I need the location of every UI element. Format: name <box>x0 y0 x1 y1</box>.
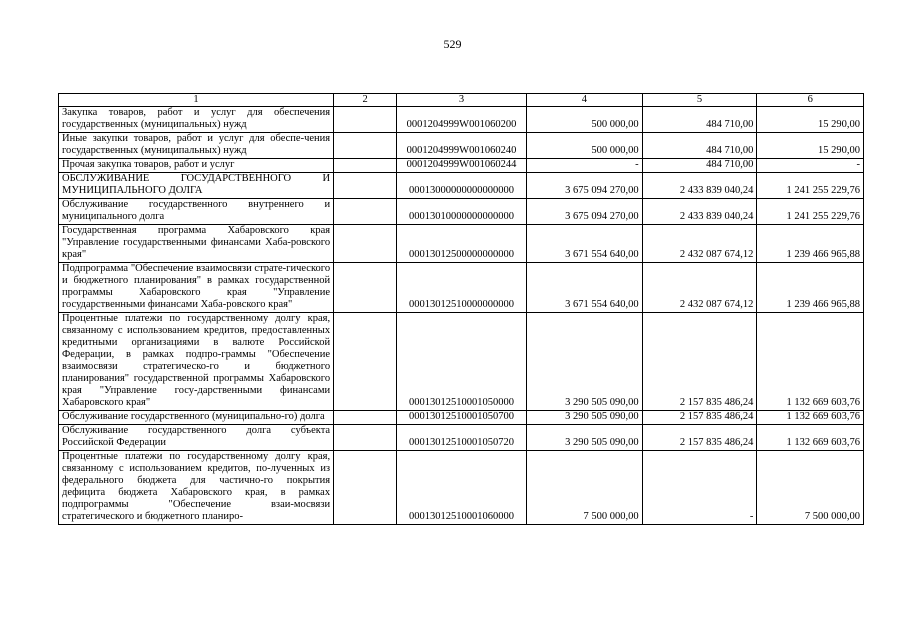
table-row <box>59 107 864 133</box>
row-column-2-cell <box>334 313 397 411</box>
table-header-row <box>59 94 864 107</box>
table-row <box>59 313 864 411</box>
row-column-5-cell: 484 710,00 <box>642 133 757 159</box>
row-column-6-cell: 7 500 000,00 <box>757 451 864 525</box>
header-cell: 1 <box>59 94 334 107</box>
row-column-2-cell <box>334 225 397 263</box>
row-column-5-cell: 2 433 839 040,24 <box>642 199 757 225</box>
row-column-6-cell: 1 239 466 965,88 <box>757 263 864 313</box>
row-code-cell: 00013010000000000000 <box>397 199 527 225</box>
row-column-4-cell: 3 671 554 640,00 <box>526 225 642 263</box>
row-code-cell: 0001204999W001060244 <box>397 159 527 173</box>
table-row <box>59 225 864 263</box>
row-name-cell: Обслуживание государственного (муниципально-го) долга <box>59 411 334 425</box>
row-code-cell: 00013012510001050000 <box>397 313 527 411</box>
row-code-cell: 00013012500000000000 <box>397 225 527 263</box>
row-column-5-cell: 2 157 835 486,24 <box>642 425 757 451</box>
row-code-cell: 0001204999W001060240 <box>397 133 527 159</box>
row-column-4-cell: 3 290 505 090,00 <box>526 313 642 411</box>
row-column-4-cell: 500 000,00 <box>526 133 642 159</box>
row-code-cell: 00013000000000000000 <box>397 173 527 199</box>
row-column-6-cell: 15 290,00 <box>757 107 864 133</box>
row-code-cell: 00013012510000000000 <box>397 263 527 313</box>
header-cell: 3 <box>397 94 527 107</box>
row-code-cell: 00013012510001060000 <box>397 451 527 525</box>
row-column-5-cell: 484 710,00 <box>642 159 757 173</box>
budget-table <box>58 93 864 525</box>
row-column-5-cell: 2 432 087 674,12 <box>642 225 757 263</box>
row-column-2-cell <box>334 411 397 425</box>
row-code-cell: 0001204999W001060200 <box>397 107 527 133</box>
row-column-4-cell: 500 000,00 <box>526 107 642 133</box>
row-column-6-cell: 1 132 669 603,76 <box>757 313 864 411</box>
row-column-2-cell <box>334 425 397 451</box>
table-row <box>59 263 864 313</box>
table-row <box>59 451 864 525</box>
header-cell: 5 <box>642 94 757 107</box>
row-code-cell: 00013012510001050700 <box>397 411 527 425</box>
row-column-6-cell: - <box>757 159 864 173</box>
row-column-4-cell: 3 675 094 270,00 <box>526 173 642 199</box>
row-column-5-cell: - <box>642 451 757 525</box>
row-name-cell: Закупка товаров, работ и услуг для обеспечения государственных (муниципальных) нужд <box>59 107 334 133</box>
row-column-6-cell: 1 241 255 229,76 <box>757 173 864 199</box>
table-row <box>59 173 864 199</box>
row-column-2-cell <box>334 173 397 199</box>
row-column-6-cell: 1 132 669 603,76 <box>757 411 864 425</box>
row-name-cell: Обслуживание государственного долга субъекта Российской Федерации <box>59 425 334 451</box>
header-cell: 6 <box>757 94 864 107</box>
row-name-cell: Прочая закупка товаров, работ и услуг <box>59 159 334 173</box>
row-code-cell: 00013012510001050720 <box>397 425 527 451</box>
table-row <box>59 411 864 425</box>
row-column-5-cell: 2 432 087 674,12 <box>642 263 757 313</box>
row-column-4-cell: 3 675 094 270,00 <box>526 199 642 225</box>
row-column-4-cell: 3 290 505 090,00 <box>526 425 642 451</box>
row-column-5-cell: 2 157 835 486,24 <box>642 313 757 411</box>
row-column-2-cell <box>334 263 397 313</box>
page-number: 529 <box>443 37 462 51</box>
row-column-5-cell: 2 433 839 040,24 <box>642 173 757 199</box>
row-column-6-cell: 1 239 466 965,88 <box>757 225 864 263</box>
row-column-4-cell: 3 290 505 090,00 <box>526 411 642 425</box>
header-cell: 2 <box>334 94 397 107</box>
row-name-cell: Процентные платежи по государственному долгу края, связанному с использованием кредитов, по-лученных из федерального бюджета для частично-го покрытия дефицита бюджета Хабаровского края, в рамках подпрограммы "Обеспечение взаи-мосвязи стратегического и бюджетного планиро- <box>59 451 334 525</box>
table-row <box>59 199 864 225</box>
table-row <box>59 133 864 159</box>
row-column-4-cell: 7 500 000,00 <box>526 451 642 525</box>
row-column-5-cell: 484 710,00 <box>642 107 757 133</box>
row-name-cell: Процентные платежи по государственному долгу края, связанному с использованием кредитов, предоставленных кредитными организациями в валюте Российской Федерации, в рамках подпро-граммы "Обеспечение взаимосвязи стратегическо-го и бюджетного планирования" государственной программы Хабаровского края "Управление госу-дарственными финансами Хабаровского края" <box>59 313 334 411</box>
row-name-cell: Иные закупки товаров, работ и услуг для обеспе-чения государственных (муниципальных) нужд <box>59 133 334 159</box>
table-row <box>59 159 864 173</box>
row-column-6-cell: 1 241 255 229,76 <box>757 199 864 225</box>
row-name-cell: Обслуживание государственного внутреннего и муниципального долга <box>59 199 334 225</box>
row-column-2-cell <box>334 133 397 159</box>
table-row <box>59 425 864 451</box>
row-column-2-cell <box>334 159 397 173</box>
table-body <box>59 107 864 525</box>
row-column-5-cell: 2 157 835 486,24 <box>642 411 757 425</box>
row-column-2-cell <box>334 451 397 525</box>
row-name-cell: Государственная программа Хабаровского края "Управление государственными финансами Хаба-ровского края" <box>59 225 334 263</box>
row-name-cell: ОБСЛУЖИВАНИЕ ГОСУДАРСТВЕННОГО И МУНИЦИПАЛЬНОГО ДОЛГА <box>59 173 334 199</box>
row-column-6-cell: 15 290,00 <box>757 133 864 159</box>
header-cell: 4 <box>526 94 642 107</box>
row-column-4-cell: - <box>526 159 642 173</box>
row-column-6-cell: 1 132 669 603,76 <box>757 425 864 451</box>
row-column-2-cell <box>334 107 397 133</box>
row-column-4-cell: 3 671 554 640,00 <box>526 263 642 313</box>
row-name-cell: Подпрограмма "Обеспечение взаимосвязи страте-гического и бюджетного планирования" в рамках государственной программы Хабаровского края "Управление государственными финансами Хаба-ровского края" <box>59 263 334 313</box>
row-column-2-cell <box>334 199 397 225</box>
